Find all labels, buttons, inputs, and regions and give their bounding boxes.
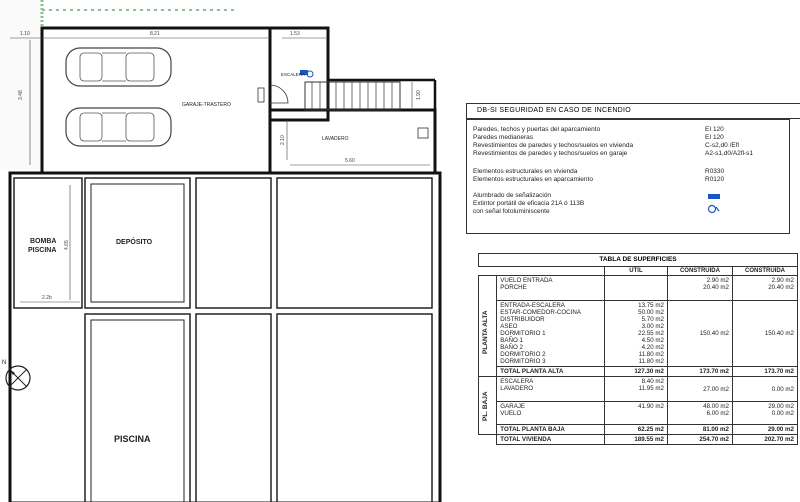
dim-top-right: 1.53 [290, 31, 300, 37]
north-arrow-icon [2, 360, 30, 390]
vuelo-util [604, 276, 667, 301]
vuelo-c1: 2.90 m2 20.40 m2 [667, 276, 732, 301]
garaje-c2: 29.00 m2 0.00 m2 [732, 402, 797, 425]
total-vivienda-util: 189.55 m2 [604, 435, 667, 445]
db-si-row-label: con señal fotoluminiscente [473, 208, 550, 215]
planta-alta-label: PLANTA ALTA [482, 310, 489, 354]
db-si-legend [466, 119, 790, 234]
dim-bomba-width: 2.2b [42, 295, 52, 301]
escalera-names: ESCALERA LAVADERO [497, 377, 605, 402]
db-si-row-value: EI 120 [705, 126, 724, 133]
header-util: ÚTIL [604, 267, 667, 276]
north-letter: N [2, 360, 7, 366]
label-bomba-line1: BOMBA [30, 238, 57, 245]
db-si-row-label: Paredes medianeras [473, 134, 533, 141]
car-icon [66, 108, 171, 146]
header-construida: CONSTRUIDA [732, 267, 797, 276]
db-si-row-label: Revestimientos de paredes y techos/suelos en vivienda [473, 142, 634, 149]
table-header-row [479, 267, 798, 276]
extinguisher-icon [707, 204, 721, 214]
door-swing [270, 85, 288, 103]
dim-lavadero-width: 5.60 [345, 158, 355, 164]
garaje-c1: 48.00 m2 6.00 m2 [667, 402, 732, 425]
total-alta-label: TOTAL PLANTA ALTA [497, 367, 605, 377]
table-row [479, 301, 798, 367]
alta-names: ENTRADA-ESCALERA ESTAR-COMEDOR-COCINA DISTRIBUIDOR ASEO DORMITORIO 1 BAÑO 1 BAÑO 2 DORMITORIO 2 DORMITORIO 3 [497, 301, 605, 367]
table-row-total [479, 367, 798, 377]
structure-bay [277, 178, 432, 308]
garage-wall [42, 28, 270, 173]
alta-util: 13.75 m2 50.00 m2 5.70 m2 3.00 m2 22.55 m2 4.50 m2 4.20 m2 11.80 m2 11.80 m2 [604, 301, 667, 367]
sink-icon [418, 128, 428, 138]
label-escalera: ESCALERA [281, 72, 306, 77]
table-row-total-vivienda [479, 435, 798, 445]
db-si-row-value: A2-s1,d0/A2fl-s1 [705, 150, 754, 157]
total-vivienda-label: TOTAL VIVIENDA [497, 435, 605, 445]
db-si-row-label: Paredes, techos y puertas del aparcamiento [473, 126, 601, 133]
total-baja-c2: 29.00 m2 [732, 425, 797, 435]
info-panel [452, 0, 800, 502]
dim-left-garage: 3.48 [18, 90, 24, 100]
dim-stair-height: 1.90 [416, 90, 422, 100]
vuelo-names: VUELO ENTRADA PORCHE [497, 276, 605, 301]
door-leaf [258, 88, 264, 102]
emergency-light-icon [707, 192, 721, 200]
total-vivienda-c2: 202.70 m2 [732, 435, 797, 445]
dim-lavadero-height: 2.10 [280, 135, 286, 145]
lower-slab-wall [10, 173, 440, 502]
db-si-row-value: EI 120 [705, 134, 724, 141]
planta-alta-cell [479, 276, 497, 377]
total-baja-c1: 81.00 m2 [667, 425, 732, 435]
total-vivienda-c1: 254.70 m2 [667, 435, 732, 445]
header-construida: CONSTRUIDA [667, 267, 732, 276]
table-row-total [479, 425, 798, 435]
table-row [479, 276, 798, 301]
alta-c1: 150.40 m2 [667, 301, 732, 367]
total-alta-util: 127.30 m2 [604, 367, 667, 377]
db-si-row-label: Elementos estructurales en vivienda [473, 168, 578, 175]
db-si-row-value: C-s2,d0 /Efl [705, 142, 739, 149]
escalera-c1: 27.00 m2 [667, 377, 732, 402]
total-baja-label: TOTAL PLANTA BAJA [497, 425, 605, 435]
db-si-row-label: Alumbrado de señalización [473, 192, 552, 199]
dim-top-garage: 8.21 [150, 31, 160, 37]
dim-bomba-height: 4.65 [64, 240, 70, 250]
structure-bay [196, 314, 271, 502]
label-garaje: GARAJE-TRASTERO [182, 102, 231, 108]
db-si-row-value: R0120 [705, 176, 725, 183]
db-si-row-label: Extintor portátil de eficacia 21A ó 113B [473, 200, 585, 207]
garaje-util: 41.90 m2 [604, 402, 667, 425]
planta-baja-cell [479, 377, 497, 435]
escalera-util: 8.40 m2 11.95 m2 [604, 377, 667, 402]
label-piscina: PISCINA [114, 434, 151, 444]
piscina-room [85, 314, 190, 502]
total-alta-c1: 173.70 m2 [667, 367, 732, 377]
alta-c2: 150.40 m2 [732, 301, 797, 367]
car-icon [66, 48, 171, 86]
db-si-row-label: Elementos estructurales en aparcamiento [473, 176, 593, 183]
db-si-row-value: R0330 [705, 168, 725, 175]
garden-hatch [0, 0, 42, 170]
garaje-names: GARAJE VUELO [497, 402, 605, 425]
table-row [479, 377, 798, 402]
db-si-row-label: Revestimientos de paredes y techos/suelos en garaje [473, 150, 628, 157]
surfaces-title: TABLA DE SUPERFICIES [478, 253, 798, 267]
vuelo-c2: 2.90 m2 20.40 m2 [732, 276, 797, 301]
label-deposito: DEPÓSITO [116, 239, 153, 246]
dimension-lines [10, 38, 430, 302]
dim-top-left: 1.10 [20, 31, 30, 37]
total-alta-c2: 173.70 m2 [732, 367, 797, 377]
label-bomba-line2: PISCINA [28, 247, 57, 254]
db-si-title: DB-SI SEGURIDAD EN CASO DE INCENDIO [466, 103, 800, 119]
total-baja-util: 62.25 m2 [604, 425, 667, 435]
surfaces-table [478, 266, 798, 445]
planta-baja-label: PL. BAJA [482, 391, 489, 421]
structure-bay [277, 314, 432, 502]
table-row [479, 402, 798, 425]
stair-steps [305, 82, 400, 110]
label-lavadero: LAVADERO [322, 136, 349, 142]
structure-bay [196, 178, 271, 308]
escalera-c2: 0.00 m2 [732, 377, 797, 402]
